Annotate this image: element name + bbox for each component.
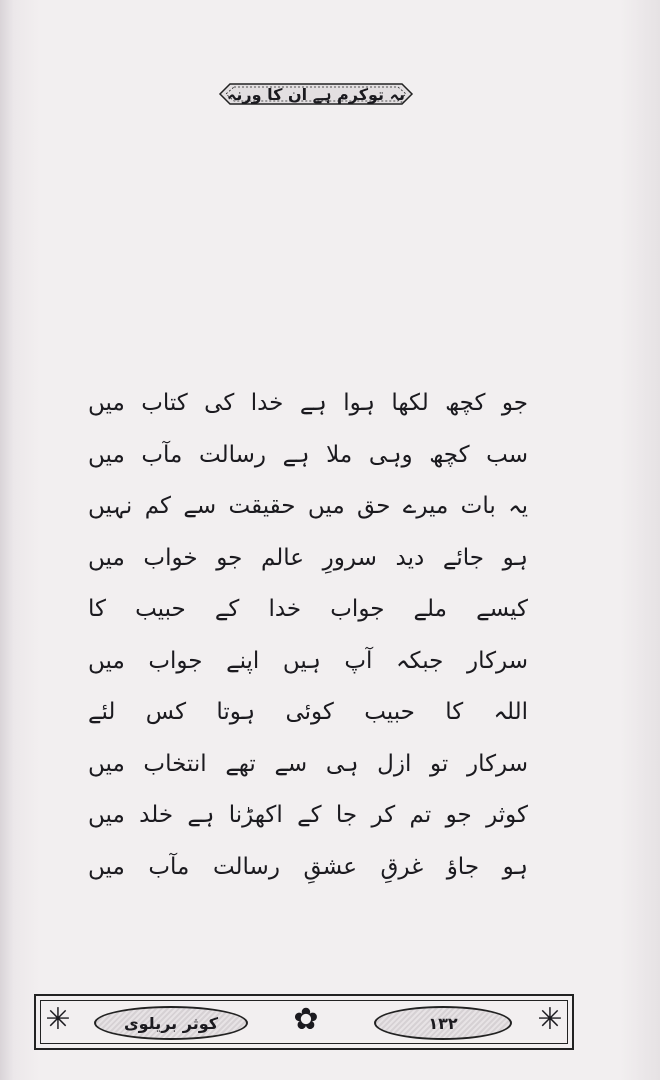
verse: ہو جائے دید سرورِ عالم جو خواب میں [88,544,528,571]
author-name: کوثر بریلوی [94,1006,248,1040]
verse: یہ بات میرے حق میں حقیقت سے کم نہیں [88,493,528,519]
flower-ornament-icon: ✿ [293,1002,319,1037]
star-ornament-icon: ✳ [537,1002,563,1037]
verse: کوثر جو تم کر جا کے اکھڑنا ہے خلد میں [88,802,528,828]
verse: سرکار جبکہ آپ ہیں اپنے جواب میں [88,647,528,674]
verse: اللہ کا حبیب کوئی ہوتا کس لئے [88,699,528,725]
footer-border [34,994,574,1050]
verse: ہو جاؤ غرقِ عشقِ رسالت مآب میں [88,853,528,880]
page-title: یہ توکرم ہے ان کا ورنہ [227,84,405,104]
header-banner [216,80,416,108]
verse: سب کچھ وہی ملا ہے رسالت مآب میں [88,441,528,468]
verse: سرکار تو ازل ہی سے تھے انتخاب میں [88,750,528,777]
verse: جو کچھ لکھا ہوا ہے خدا کی کتاب میں [88,390,528,416]
verse: کیسے ملے جواب خدا کے حبیب کا [88,596,528,622]
page-number: ۱۳۲ [374,1006,512,1040]
star-ornament-icon: ✳ [45,1002,71,1037]
poem [88,378,528,893]
